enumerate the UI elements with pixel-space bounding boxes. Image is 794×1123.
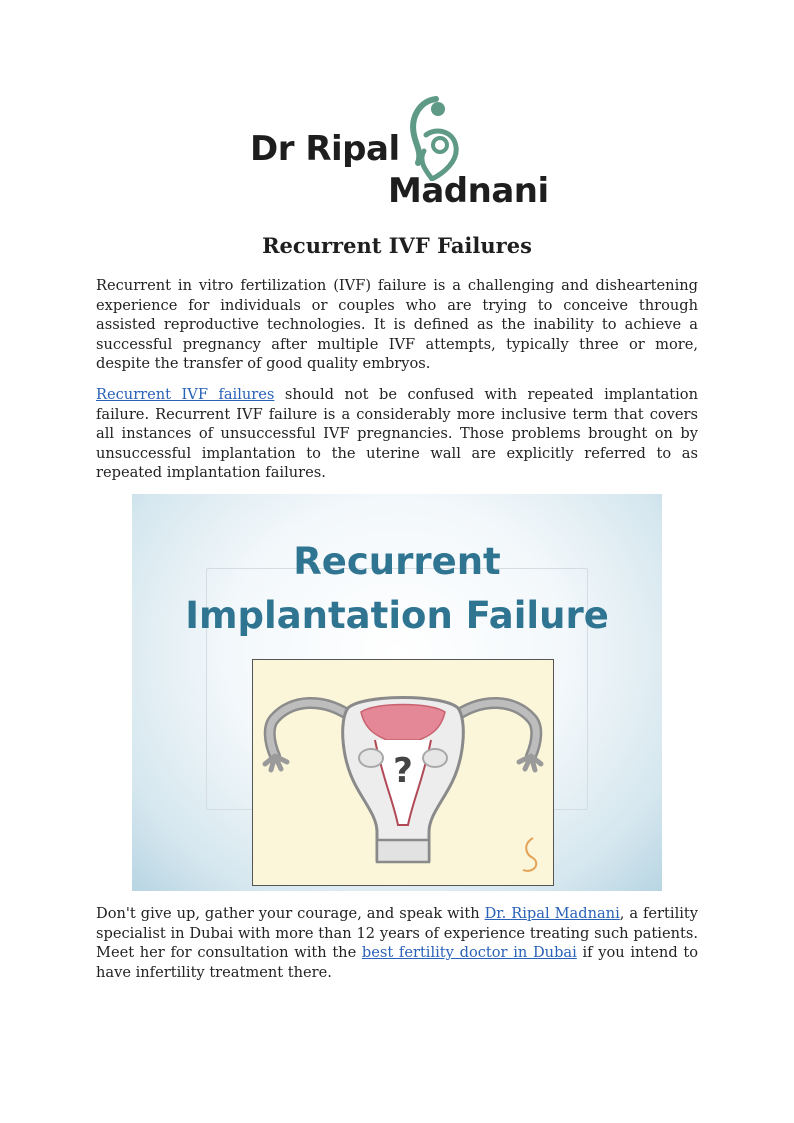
second-paragraph: [96, 385, 698, 483]
logo-text-line2: Madnani: [388, 171, 549, 211]
paragraph-1: Recurrent in vitro fertilization (IVF) failure is a challenging and disheartening experience for individuals or couples who are trying to conceive through assisted reproductive technologies. It is defined as the inability to achieve a successful pregnancy after multiple IVF attempts, typically three or more, despite the transfer of good quality embryos.: [96, 277, 698, 373]
paragraph-3-text-2: , a fertility specialist in Dubai with more than 12 years of experience treating such patients. Meet her for consultation with the: [96, 905, 699, 962]
uterus-illustration: [253, 660, 553, 885]
paragraph-2-text: should not be confused with repeated implantation failure. Recurrent IVF failure is a considerably more inclusive term that covers all instances of unsuccessful IVF pregnancies. Those problems brought on by unsuccessful implantation to the uterine wall are explicitly referred to as repeated implantation failures.: [96, 386, 698, 482]
logo: [248, 95, 548, 210]
paragraph-3-text-1: Don't give up, gather your courage, and speak with: [96, 905, 485, 922]
uterus-diagram-box: [252, 659, 554, 886]
dr-ripal-madnani-link[interactable]: Dr. Ripal Madnani: [484, 905, 620, 922]
closing-paragraph: [96, 904, 698, 982]
implantation-failure-figure: [132, 494, 662, 891]
intro-paragraph: [96, 276, 698, 374]
paragraph-3-text-3: if you intend to have infertility treatment there.: [96, 944, 699, 981]
figure-title-line2: Implantation Failure: [185, 594, 609, 637]
question-mark: ?: [393, 751, 413, 791]
paragraph-3: [96, 904, 698, 982]
page-title: Recurrent IVF Failures: [262, 233, 532, 258]
paragraph-2: [96, 385, 698, 483]
recurrent-ivf-failures-link[interactable]: Recurrent IVF failures: [96, 386, 275, 403]
mother-child-icon: [396, 95, 462, 181]
logo-text-line1: Dr Ripal: [250, 129, 400, 169]
figure-title-line1: Recurrent: [293, 540, 501, 583]
best-fertility-doctor-link[interactable]: best fertility doctor in Dubai: [361, 944, 577, 962]
